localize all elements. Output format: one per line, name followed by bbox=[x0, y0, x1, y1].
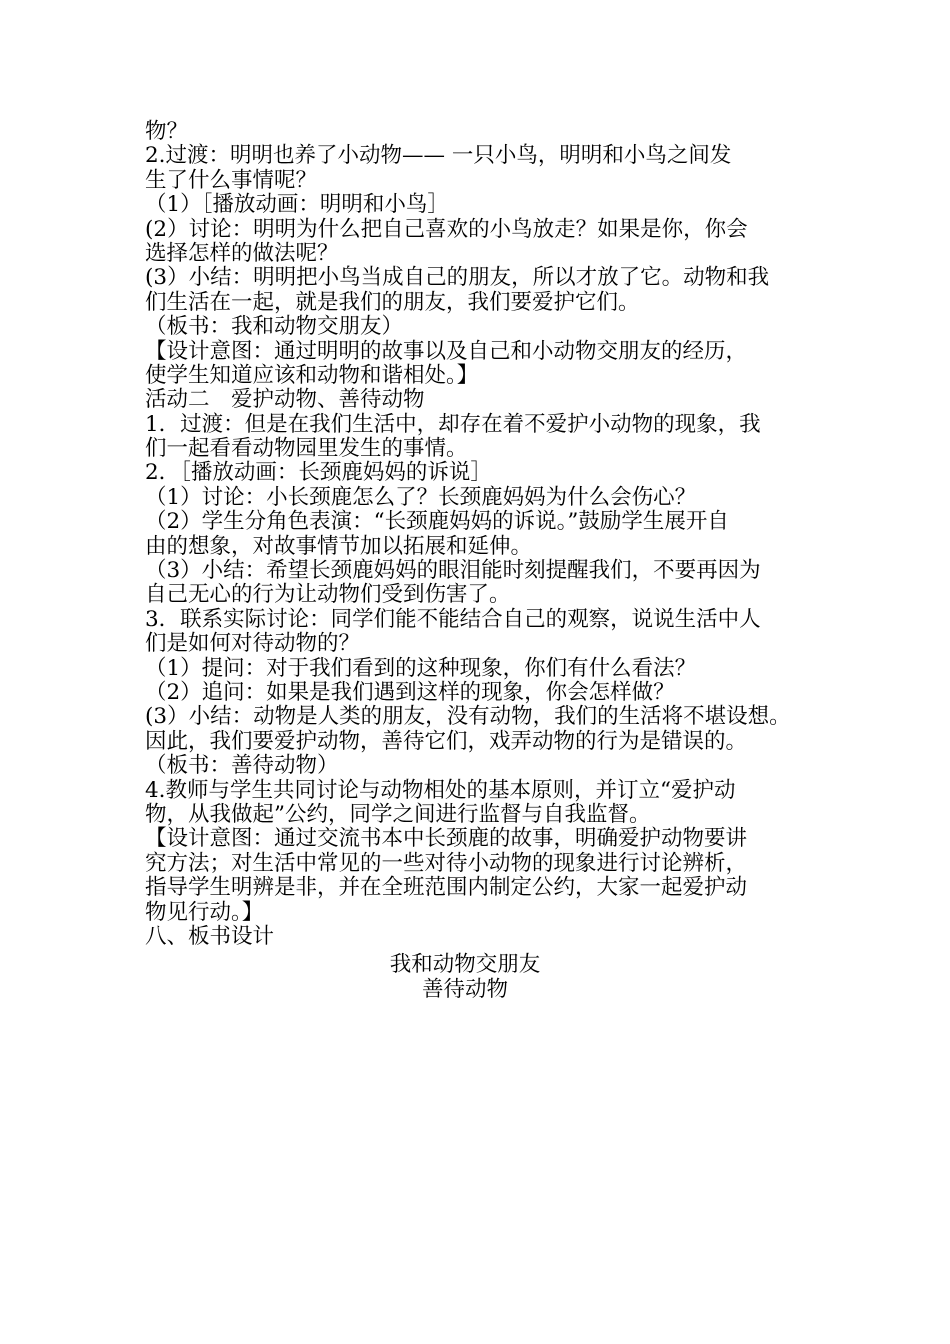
text-line: 物？ bbox=[145, 119, 189, 144]
text-line: 【设计意图：通过明明的故事以及自己和小动物交朋友的经历， bbox=[145, 338, 748, 364]
text-line: 物，从我做起”公约，同学之间进行监督与自我监督。 bbox=[145, 801, 651, 827]
section-heading: 八、板书设计 bbox=[145, 923, 275, 949]
text-line: （板书：善待动物） bbox=[145, 753, 339, 779]
text-line: （1）讨论：小长颈鹿怎么了？长颈鹿妈妈为什么会伤心？ bbox=[145, 484, 697, 510]
text-line: (3）小结：明明把小鸟当成自己的朋友，所以才放了它。动物和我 bbox=[145, 265, 770, 291]
text-line: （3）小结：希望长颈鹿妈妈的眼泪能时刻提醒我们，不要再因为 bbox=[145, 558, 761, 584]
text-line: （板书：我和动物交朋友） bbox=[145, 314, 404, 340]
text-line: （2）追问：如果是我们遇到这样的现象，你会怎样做？ bbox=[145, 679, 675, 705]
text-line: 究方法；对生活中常见的一些对待小动物的现象进行讨论辨析， bbox=[145, 850, 748, 876]
board-subtitle: 善待动物 bbox=[421, 976, 508, 1002]
text-line: （1）［播放动画：明明和小鸟］ bbox=[145, 192, 449, 218]
text-line: 自己无心的行为让动物们受到伤害了。 bbox=[145, 582, 511, 608]
text-line: （2）学生分角色表演：“长颈鹿妈妈的诉说。”鼓励学生展开自 bbox=[145, 509, 729, 535]
text-line: 4.教师与学生共同讨论与动物相处的基本原则，并订立“爱护动 bbox=[145, 777, 736, 803]
text-line: 2．［播放动画：长颈鹿妈妈的诉说］ bbox=[145, 460, 492, 486]
text-line: 选择怎样的做法呢？ bbox=[145, 240, 339, 266]
text-line: 因此，我们要爱护动物，善待它们，戏弄动物的行为是错误的。 bbox=[145, 728, 748, 754]
board-design bbox=[145, 953, 825, 1002]
text-line: 3．联系实际讨论：同学们能不能结合自己的观察，说说生活中人 bbox=[145, 606, 761, 632]
section-heading: 活动二 爱护动物、善待动物 bbox=[145, 387, 425, 413]
text-line: 由的想象，对故事情节加以拓展和延伸。 bbox=[145, 533, 533, 559]
board-title: 我和动物交朋友 bbox=[389, 952, 541, 978]
text-line: （1）提问：对于我们看到的这种现象，你们有什么看法？ bbox=[145, 655, 697, 681]
text-line: 【设计意图：通过交流书本中长颈鹿的故事，明确爱护动物要讲 bbox=[145, 826, 748, 852]
text-line: 使学生知道应该和动物和谐相处。】 bbox=[145, 362, 479, 388]
text-line: 们是如何对待动物的？ bbox=[145, 631, 361, 657]
text-line: 2.过渡：明明也养了小动物—— 一只小鸟，明明和小鸟之间发 bbox=[145, 143, 732, 169]
text-line: (3）小结：动物是人类的朋友，没有动物，我们的生活将不堪设想。 bbox=[145, 704, 791, 730]
text-line: 指导学生明辨是非，并在全班范围内制定公约，大家一起爱护动 bbox=[145, 875, 748, 901]
text-line: 生了什么事情呢？ bbox=[145, 167, 318, 193]
text-line: 1．过渡：但是在我们生活中，却存在着不爱护小动物的现象，我 bbox=[145, 411, 761, 437]
text-line: 们生活在一起，就是我们的朋友，我们要爱护它们。 bbox=[145, 289, 640, 315]
text-line: 物见行动。】 bbox=[145, 899, 264, 925]
text-line: (2）讨论：明明为什么把自己喜欢的小鸟放走？如果是你，你会 bbox=[145, 216, 748, 242]
text-line: 们一起看看动物园里发生的事情。 bbox=[145, 436, 468, 462]
document-page bbox=[145, 120, 825, 1002]
